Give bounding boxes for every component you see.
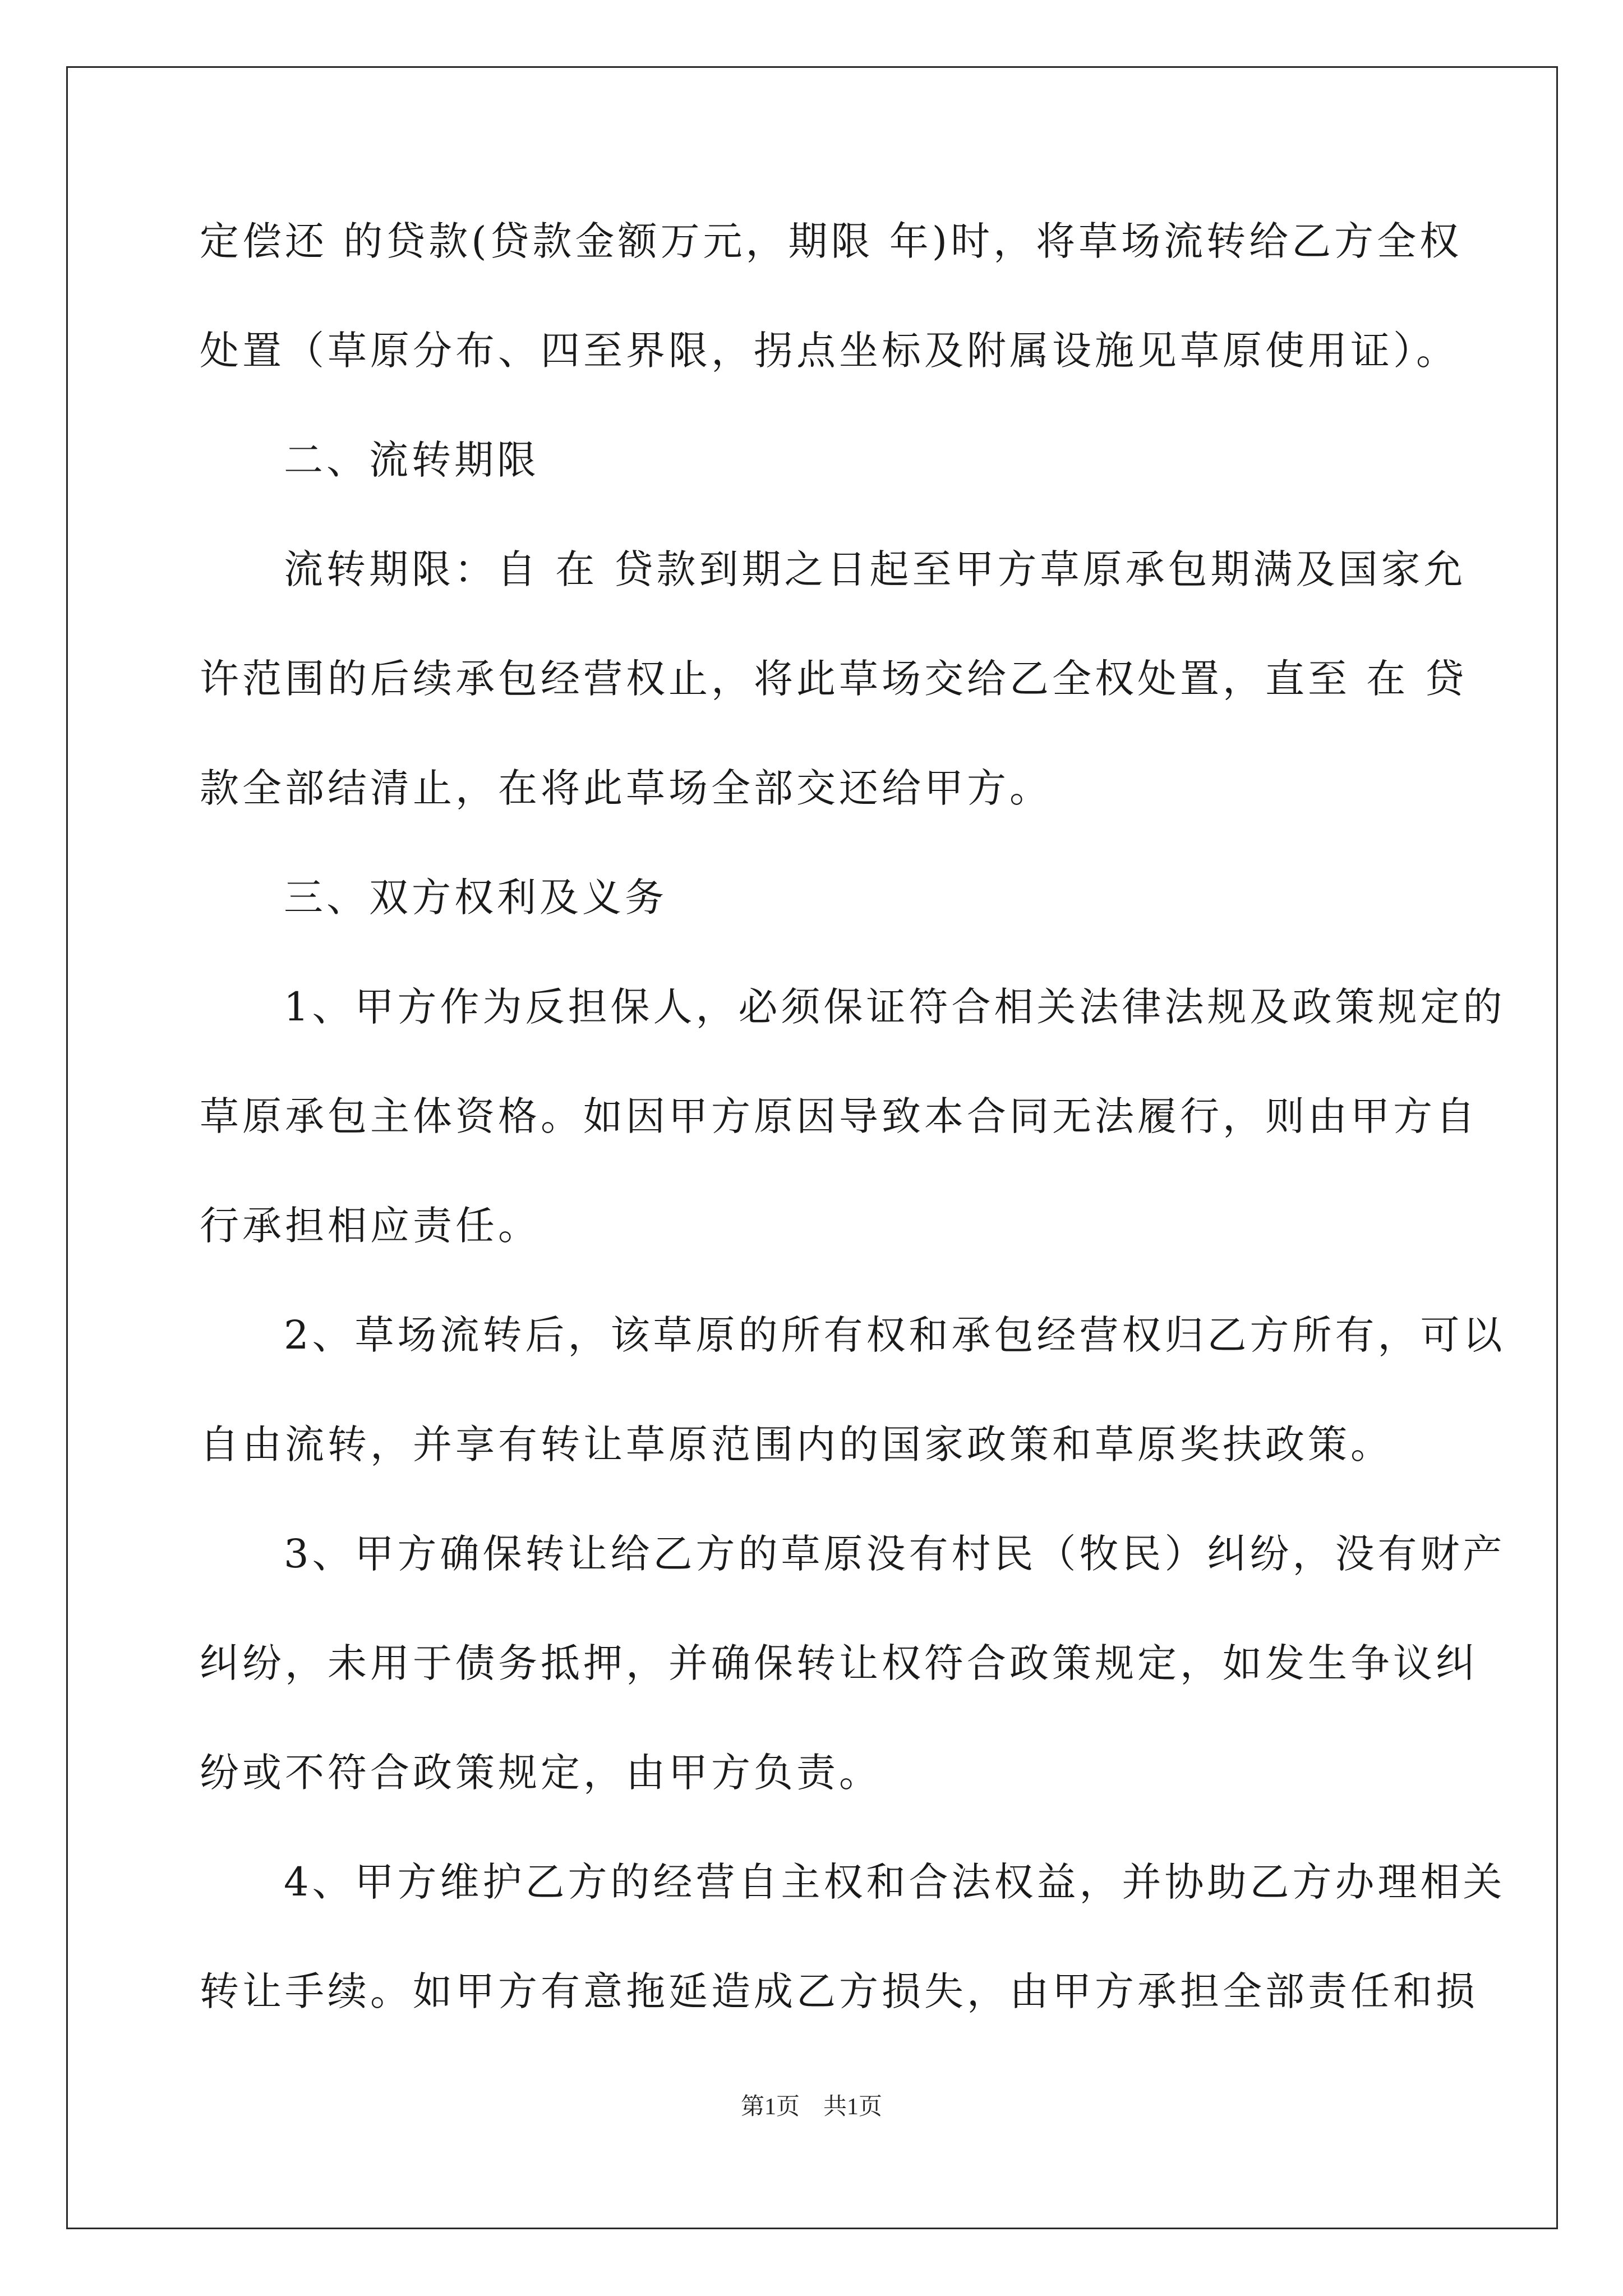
section-heading: 三、双方权利及义务 — [284, 875, 667, 921]
text-line: 款全部结清止，在将此草场全部交还给甲方。 — [200, 765, 1052, 811]
text-line: 转让手续。如甲方有意拖延造成乙方损失，由甲方承担全部责任和损 — [200, 1968, 1478, 2014]
text-line: 行承担相应责任。 — [200, 1203, 541, 1249]
text-line: 3、甲方确保转让给乙方的草原没有村民（牧民）纠纷，没有财产 — [284, 1531, 1506, 1577]
text-line: 许范围的后续承包经营权止，将此草场交给乙全权处置，直至 在 贷 — [200, 656, 1468, 702]
section-heading: 二、流转期限 — [284, 437, 540, 483]
text-line: 纷或不符合政策规定，由甲方负责。 — [200, 1750, 882, 1796]
text-line: 1、甲方作为反担保人，必须保证符合相关法律法规及政策规定的 — [284, 984, 1506, 1030]
text-line: 2、草场流转后，该草原的所有权和承包经营权归乙方所有，可以 — [284, 1312, 1506, 1358]
text-line: 草原承包主体资格。如因甲方原因导致本合同无法履行，则由甲方自 — [200, 1093, 1478, 1139]
text-line: 定偿还 的贷款(贷款金额万元，期限 年)时，将草场流转给乙方全权 — [200, 218, 1463, 264]
text-line: 自由流转，并享有转让草原范围内的国家政策和草原奖扶政策。 — [200, 1421, 1393, 1467]
page-number-footer: 第1页 共1页 — [740, 2094, 882, 2120]
text-line: 流转期限：自 在 贷款到期之日起至甲方草原承包期满及国家允 — [284, 546, 1467, 592]
text-line: 4、甲方维护乙方的经营自主权和合法权益，并协助乙方办理相关 — [284, 1859, 1506, 1905]
text-line: 处置（草原分布、四至界限，拐点坐标及附属设施见草原使用证）。 — [200, 328, 1459, 374]
text-line: 纠纷，未用于债务抵押，并确保转让权符合政策规定，如发生争议纠 — [200, 1640, 1478, 1686]
